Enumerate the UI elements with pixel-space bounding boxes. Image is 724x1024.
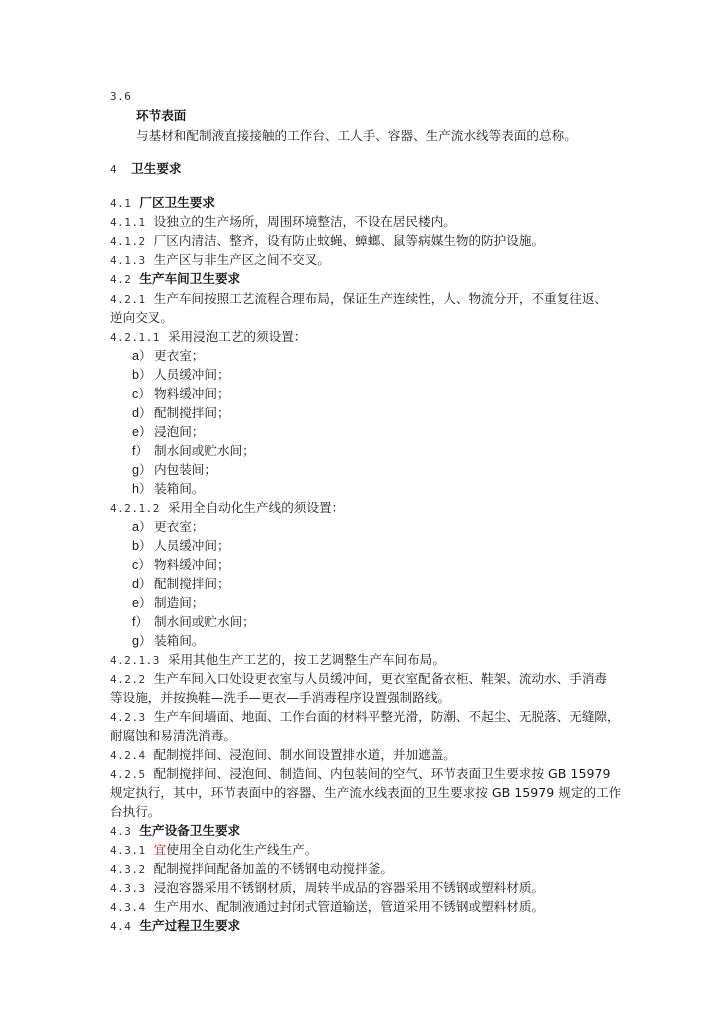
clause-number: 4.2.1.2 bbox=[110, 502, 160, 515]
clause-4-2-3 bbox=[110, 708, 620, 727]
list-label: d） bbox=[132, 577, 152, 591]
list-label: a） bbox=[132, 349, 152, 363]
clause-4-3-1 bbox=[110, 841, 317, 860]
clause-number: 4.1.1 bbox=[110, 216, 146, 229]
section-4-1-title: 厂区卫生要求 bbox=[139, 195, 215, 210]
clause-number: 4.3.3 bbox=[110, 882, 146, 895]
clause-4-2-5 bbox=[110, 765, 611, 784]
list-label: a） bbox=[132, 520, 152, 534]
clause-number: 4.2.2 bbox=[110, 673, 146, 686]
clause-4-1-2 bbox=[110, 232, 544, 251]
clause-4-2-2-cont: 等设施，并按换鞋—洗手—更衣—手消毒程序设置强制路线。 bbox=[110, 690, 451, 705]
list-label: f） bbox=[132, 444, 149, 458]
clause-text: 采用其他生产工艺的，按工艺调整生产车间布局。 bbox=[167, 652, 445, 667]
list-item bbox=[132, 461, 217, 479]
clause-text: 生产区与非生产区之间不交叉。 bbox=[153, 252, 330, 267]
section-4-1-number: 4.1 bbox=[110, 197, 132, 210]
list-label: g） bbox=[132, 463, 152, 477]
list-item bbox=[132, 518, 204, 536]
clause-number: 4.3.1 bbox=[110, 844, 146, 857]
clause-4-3-4 bbox=[110, 898, 544, 917]
section-4-2-heading bbox=[110, 270, 240, 289]
clause-text: 生产车间墙面、地面、工作台面的材料平整光滑，防潮、不起尘、无脱落、无缝隙， bbox=[153, 709, 620, 724]
clause-4-2-2 bbox=[110, 670, 607, 689]
list-item bbox=[132, 366, 230, 384]
list-text: 配制搅拌间； bbox=[154, 405, 230, 420]
clause-number: 4.2.5 bbox=[110, 768, 146, 781]
clause-4-2-1-1 bbox=[110, 328, 306, 347]
section-3-6-title: 环节表面 bbox=[136, 108, 187, 123]
clause-4-2-1-2 bbox=[110, 499, 344, 518]
clause-4-2-1-cont: 逆向交叉。 bbox=[110, 310, 173, 325]
clause-4-2-5-cont: 规定执行，其中，环节表面中的容器、生产流水线表面的卫生要求按 GB 15979 规定的工作 bbox=[110, 785, 622, 800]
clause-4-2-4 bbox=[110, 746, 456, 765]
list-label: c） bbox=[132, 558, 151, 572]
clause-4-2-1 bbox=[110, 290, 607, 309]
clause-text: 生产车间入口处设更衣室与人员缓冲间，更衣室配备衣柜、鞋架、流动水、手消毒 bbox=[153, 671, 607, 686]
section-4-3-title: 生产设备卫生要求 bbox=[139, 823, 241, 838]
clause-text: 采用浸泡工艺的须设置： bbox=[167, 329, 307, 344]
clause-4-1-1 bbox=[110, 213, 456, 232]
clause-number: 4.2.4 bbox=[110, 749, 146, 762]
clause-number: 4.2.1.3 bbox=[110, 654, 160, 667]
list-item bbox=[132, 556, 230, 574]
list-item bbox=[132, 537, 230, 555]
list-text: 装箱间。 bbox=[154, 481, 205, 496]
list-text: 更衣室； bbox=[154, 348, 205, 363]
list-item bbox=[132, 442, 255, 460]
clause-4-3-3 bbox=[110, 879, 544, 898]
clause-text: 厂区内清洁、整齐，设有防止蚊蝇、蟑螂、鼠等病媒生物的防护设施。 bbox=[153, 233, 545, 248]
clause-text: 生产车间按照工艺流程合理布局，保证生产连续性，人、物流分开，不重复往返、 bbox=[153, 291, 607, 306]
list-text: 制水间或贮水间； bbox=[154, 443, 255, 458]
clause-text: 采用全自动化生产线的须设置： bbox=[167, 500, 345, 515]
clause-text: 配制搅拌间、浸泡间、制水间设置排水道，并加遮盖。 bbox=[153, 747, 456, 762]
list-label: c） bbox=[132, 387, 151, 401]
list-text: 更衣室； bbox=[154, 519, 205, 534]
list-text: 人员缓冲间； bbox=[154, 367, 230, 382]
section-3-6-number: 3.6 bbox=[110, 90, 132, 103]
list-item bbox=[132, 632, 204, 650]
clause-text: 设独立的生产场所，周围环境整洁，不设在居民楼内。 bbox=[153, 214, 456, 229]
clause-4-2-3-cont: 耐腐蚀和易清洗消毒。 bbox=[110, 728, 236, 743]
list-label: b） bbox=[132, 539, 152, 553]
list-item bbox=[132, 423, 204, 441]
section-4-number: 4 bbox=[110, 163, 118, 176]
clause-number: 4.2.1.1 bbox=[110, 331, 160, 344]
clause-text: 配制搅拌间、浸泡间、制造间、内包装间的空气、环节表面卫生要求按 GB 15979 bbox=[153, 766, 611, 781]
clause-4-2-1-3 bbox=[110, 651, 445, 670]
list-text: 配制搅拌间； bbox=[154, 576, 230, 591]
list-label: d） bbox=[132, 406, 152, 420]
clause-number: 4.2.3 bbox=[110, 711, 146, 724]
list-item bbox=[132, 347, 204, 365]
list-item bbox=[132, 385, 230, 403]
list-label: e） bbox=[132, 596, 152, 610]
clause-4-2-5-cont2: 台执行。 bbox=[110, 804, 161, 819]
section-4-heading bbox=[110, 160, 182, 179]
list-text: 物料缓冲间； bbox=[154, 557, 230, 572]
clause-text: 配制搅拌间配备加盖的不锈钢电动搅拌釜。 bbox=[153, 861, 393, 876]
list-label: b） bbox=[132, 368, 152, 382]
list-text: 制水间或贮水间； bbox=[154, 614, 255, 629]
highlighted-word: 宜 bbox=[153, 842, 167, 857]
clause-number: 4.3.4 bbox=[110, 901, 146, 914]
section-4-2-title: 生产车间卫生要求 bbox=[139, 271, 241, 286]
list-text: 内包装间； bbox=[154, 462, 217, 477]
clause-number: 4.3.2 bbox=[110, 863, 146, 876]
list-item bbox=[132, 613, 255, 631]
list-item bbox=[132, 404, 230, 422]
list-item bbox=[132, 575, 230, 593]
list-text: 物料缓冲间； bbox=[154, 386, 230, 401]
clause-text: 浸泡容器采用不锈钢材质，周转半成品的容器采用不锈钢或塑料材质。 bbox=[153, 880, 545, 895]
list-text: 制造间； bbox=[154, 595, 205, 610]
clause-text: 生产用水、配制液通过封闭式管道输送，管道采用不锈钢或塑料材质。 bbox=[153, 899, 545, 914]
clause-4-1-3 bbox=[110, 251, 330, 270]
clause-4-3-2 bbox=[110, 860, 393, 879]
section-4-1-heading bbox=[110, 194, 215, 213]
list-label: h） bbox=[132, 482, 152, 496]
section-4-3-heading bbox=[110, 822, 240, 841]
section-4-title: 卫生要求 bbox=[131, 161, 182, 176]
list-text: 浸泡间； bbox=[154, 424, 205, 439]
section-4-4-heading bbox=[110, 917, 240, 936]
list-item bbox=[132, 594, 204, 612]
section-4-4-title: 生产过程卫生要求 bbox=[139, 918, 241, 933]
list-label: e） bbox=[132, 425, 152, 439]
list-text: 人员缓冲间； bbox=[154, 538, 230, 553]
list-label: g） bbox=[132, 634, 152, 648]
section-3-6-text: 与基材和配制液直接接触的工作台、工人手、容器、生产流水线等表面的总称。 bbox=[136, 128, 577, 143]
clause-number: 4.1.3 bbox=[110, 254, 146, 267]
list-text: 装箱间。 bbox=[154, 633, 205, 648]
section-4-3-number: 4.3 bbox=[110, 825, 132, 838]
section-4-2-number: 4.2 bbox=[110, 273, 132, 286]
section-4-4-number: 4.4 bbox=[110, 920, 132, 933]
clause-number: 4.2.1 bbox=[110, 293, 146, 306]
clause-number: 4.1.2 bbox=[110, 235, 146, 248]
clause-text: 使用全自动化生产线生产。 bbox=[166, 842, 318, 857]
list-label: f） bbox=[132, 615, 149, 629]
list-item bbox=[132, 480, 204, 498]
